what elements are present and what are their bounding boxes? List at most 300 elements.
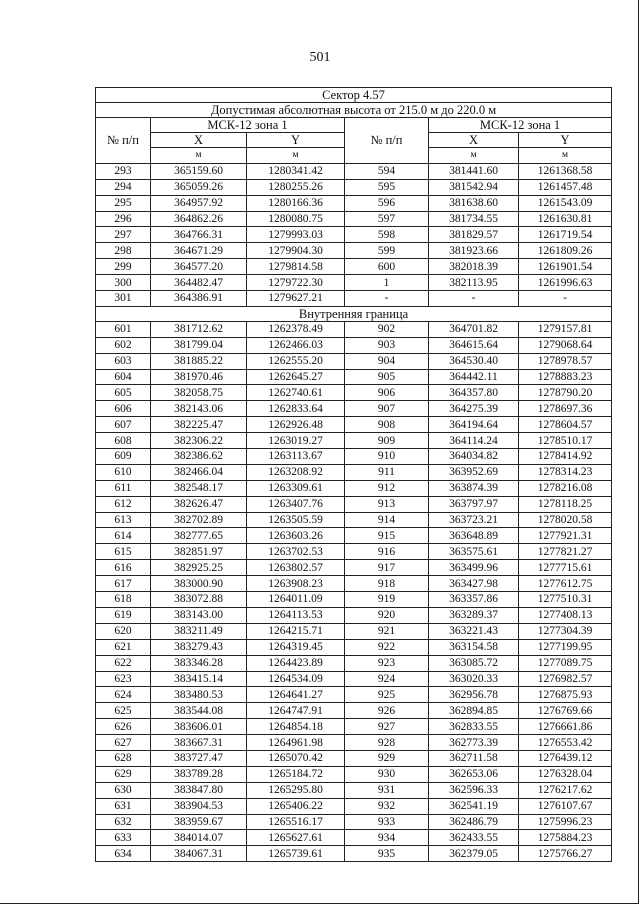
table-cell: 364530.40 <box>429 353 519 369</box>
table-cell: 1262926.48 <box>247 417 345 433</box>
table-cell: 362596.33 <box>429 782 519 798</box>
table-cell: 1275766.27 <box>519 846 612 862</box>
table-cell: 598 <box>345 227 429 243</box>
table-cell: 930 <box>345 766 429 782</box>
table-cell: 609 <box>96 449 151 465</box>
table-cell: 926 <box>345 703 429 719</box>
table-row <box>96 321 612 337</box>
table-row <box>96 576 612 592</box>
table-cell: 600 <box>345 259 429 275</box>
table-cell: 382386.62 <box>151 449 247 465</box>
table-cell: 1278216.08 <box>519 480 612 496</box>
table-cell: 364701.82 <box>429 321 519 337</box>
table-cell: 634 <box>96 846 151 862</box>
table-cell: 1263603.26 <box>247 528 345 544</box>
table-cell: 364615.64 <box>429 337 519 353</box>
table-cell: 362541.19 <box>429 798 519 814</box>
table-cell: 363020.33 <box>429 671 519 687</box>
table-cell: 603 <box>96 353 151 369</box>
table-cell: 1264215.71 <box>247 623 345 639</box>
table-cell: 382925.25 <box>151 560 247 576</box>
table-cell: 910 <box>345 449 429 465</box>
table-cell: 601 <box>96 321 151 337</box>
table-row <box>96 275 612 291</box>
table-cell: 1279814.58 <box>247 259 345 275</box>
table-row <box>96 353 612 369</box>
section-label: Внутренняя граница <box>96 306 612 321</box>
x-header-right: X <box>429 133 519 148</box>
table-row <box>96 179 612 195</box>
table-cell: 1275996.23 <box>519 814 612 830</box>
table-cell: 1276982.57 <box>519 671 612 687</box>
table-cell: 382626.47 <box>151 496 247 512</box>
table-cell: 1276328.04 <box>519 766 612 782</box>
table-cell: 383606.01 <box>151 719 247 735</box>
table-cell: 1264113.53 <box>247 607 345 623</box>
table-row <box>96 719 612 735</box>
table-cell: 298 <box>96 243 151 259</box>
table-row <box>96 337 612 353</box>
table-cell: 929 <box>345 750 429 766</box>
table-cell: 1265184.72 <box>247 766 345 782</box>
num-header-left: № п/п <box>96 118 151 164</box>
table-cell: 607 <box>96 417 151 433</box>
table-cell: 1261996.63 <box>519 275 612 291</box>
table-cell: 364194.64 <box>429 417 519 433</box>
table-cell: 381923.66 <box>429 243 519 259</box>
table-cell: 364357.80 <box>429 385 519 401</box>
table-cell: 364034.82 <box>429 449 519 465</box>
table-cell: 362711.58 <box>429 750 519 766</box>
table-cell: 1261719.54 <box>519 227 612 243</box>
table-cell: 1261809.26 <box>519 243 612 259</box>
zone-header-right: МСК-12 зона 1 <box>429 118 612 133</box>
table-cell: 908 <box>345 417 429 433</box>
table-cell: 362773.39 <box>429 735 519 751</box>
table-row <box>96 687 612 703</box>
table-cell: 632 <box>96 814 151 830</box>
table-cell: 381638.60 <box>429 195 519 211</box>
table-cell: 923 <box>345 655 429 671</box>
table-cell: 925 <box>345 687 429 703</box>
table-cell: 610 <box>96 464 151 480</box>
table-cell: 625 <box>96 703 151 719</box>
table-cell: 294 <box>96 179 151 195</box>
table-cell: 1263407.76 <box>247 496 345 512</box>
table-cell: 363723.21 <box>429 512 519 528</box>
table-cell: 932 <box>345 798 429 814</box>
unit-y-right: м <box>519 148 612 164</box>
table-cell: 384014.07 <box>151 830 247 846</box>
table-cell: 1277715.61 <box>519 560 612 576</box>
table-cell: 383667.31 <box>151 735 247 751</box>
table-cell: 1278118.25 <box>519 496 612 512</box>
table-cell: 618 <box>96 592 151 608</box>
table-cell: 921 <box>345 623 429 639</box>
table-cell: 383480.53 <box>151 687 247 703</box>
table-cell: 362833.55 <box>429 719 519 735</box>
table-cell: 1276107.67 <box>519 798 612 814</box>
table-cell: 1263019.27 <box>247 433 345 449</box>
table-cell: 1264534.09 <box>247 671 345 687</box>
table-cell: 363427.98 <box>429 576 519 592</box>
table-cell: 383847.80 <box>151 782 247 798</box>
table-cell: 1280080.75 <box>247 211 345 227</box>
table-cell: 628 <box>96 750 151 766</box>
table-cell: 931 <box>345 782 429 798</box>
table-row <box>96 385 612 401</box>
table-cell: 1262740.61 <box>247 385 345 401</box>
table-cell: 381542.94 <box>429 179 519 195</box>
table-cell: 1277612.75 <box>519 576 612 592</box>
table-row <box>96 592 612 608</box>
table-row <box>96 259 612 275</box>
table-cell: 927 <box>345 719 429 735</box>
table-cell: 364766.31 <box>151 227 247 243</box>
table-row <box>96 766 612 782</box>
table-cell: 382851.97 <box>151 544 247 560</box>
table-cell: 630 <box>96 782 151 798</box>
table-cell: 1276439.12 <box>519 750 612 766</box>
table-cell: 935 <box>345 846 429 862</box>
table-cell: 623 <box>96 671 151 687</box>
table-cell: 1264854.18 <box>247 719 345 735</box>
table-row <box>96 369 612 385</box>
table-row <box>96 227 612 243</box>
unit-x-right: м <box>429 148 519 164</box>
table-cell: - <box>429 291 519 307</box>
table-cell: 362379.05 <box>429 846 519 862</box>
table-cell: 919 <box>345 592 429 608</box>
table-cell: 911 <box>345 464 429 480</box>
table-cell: 296 <box>96 211 151 227</box>
table-cell: 1263113.67 <box>247 449 345 465</box>
table-cell: 363154.58 <box>429 639 519 655</box>
table-cell: 364862.26 <box>151 211 247 227</box>
table-cell: 382225.47 <box>151 417 247 433</box>
table-cell: 1264319.45 <box>247 639 345 655</box>
table-cell: 596 <box>345 195 429 211</box>
table-row <box>96 846 612 862</box>
y-header-right: Y <box>519 133 612 148</box>
table-row <box>96 544 612 560</box>
table-cell: 299 <box>96 259 151 275</box>
table-cell: 1 <box>345 275 429 291</box>
table-cell: 364671.29 <box>151 243 247 259</box>
table-cell: 382018.39 <box>429 259 519 275</box>
table-cell: 381799.04 <box>151 337 247 353</box>
table-cell: 1262466.03 <box>247 337 345 353</box>
table-cell: 1276661.86 <box>519 719 612 735</box>
table-row <box>96 814 612 830</box>
table-cell: 613 <box>96 512 151 528</box>
table-cell: 916 <box>345 544 429 560</box>
table-cell: 1278314.23 <box>519 464 612 480</box>
table-cell: 364114.24 <box>429 433 519 449</box>
table-cell: 297 <box>96 227 151 243</box>
table-row <box>96 417 612 433</box>
table-cell: 382777.65 <box>151 528 247 544</box>
table-cell: 384067.31 <box>151 846 247 862</box>
table-cell: 1262378.49 <box>247 321 345 337</box>
table-cell: 1263309.61 <box>247 480 345 496</box>
table-cell: 383415.14 <box>151 671 247 687</box>
y-header-left: Y <box>247 133 345 148</box>
table-cell: 1261543.09 <box>519 195 612 211</box>
table-cell: 382058.75 <box>151 385 247 401</box>
table-cell: 1276769.66 <box>519 703 612 719</box>
table-cell: 1261457.48 <box>519 179 612 195</box>
table-cell: 1265070.42 <box>247 750 345 766</box>
table-cell: 1263702.53 <box>247 544 345 560</box>
table-cell: 626 <box>96 719 151 735</box>
table-row <box>96 528 612 544</box>
table-cell: 1276875.93 <box>519 687 612 703</box>
table-cell: 594 <box>345 163 429 179</box>
table-cell: 383211.49 <box>151 623 247 639</box>
table-cell: 1265516.17 <box>247 814 345 830</box>
table-cell: 383789.28 <box>151 766 247 782</box>
table-cell: 1277821.27 <box>519 544 612 560</box>
table-row <box>96 623 612 639</box>
table-row <box>96 607 612 623</box>
table-cell: 920 <box>345 607 429 623</box>
table-row <box>96 655 612 671</box>
table-cell: 295 <box>96 195 151 211</box>
table-row <box>96 798 612 814</box>
table-cell: 617 <box>96 576 151 592</box>
x-header-left: X <box>151 133 247 148</box>
table-cell: 363499.96 <box>429 560 519 576</box>
table-cell: 363952.69 <box>429 464 519 480</box>
table-cell: 363874.39 <box>429 480 519 496</box>
table-cell: 363085.72 <box>429 655 519 671</box>
table-row <box>96 291 612 307</box>
table-cell: 301 <box>96 291 151 307</box>
table-cell: 363357.86 <box>429 592 519 608</box>
table-row <box>96 639 612 655</box>
table-cell: 604 <box>96 369 151 385</box>
table-cell: 383727.47 <box>151 750 247 766</box>
table-cell: 633 <box>96 830 151 846</box>
table-cell: 362433.55 <box>429 830 519 846</box>
table-row <box>96 433 612 449</box>
table-cell: 365059.26 <box>151 179 247 195</box>
table-cell: 904 <box>345 353 429 369</box>
table-row <box>96 480 612 496</box>
table-cell: 917 <box>345 560 429 576</box>
table-cell: 364482.47 <box>151 275 247 291</box>
table-cell: 1263802.57 <box>247 560 345 576</box>
table-cell: 1278020.58 <box>519 512 612 528</box>
table-cell: 1263908.23 <box>247 576 345 592</box>
table-cell: 382113.95 <box>429 275 519 291</box>
table-cell: 1264423.89 <box>247 655 345 671</box>
table-cell: 906 <box>345 385 429 401</box>
table-cell: 382466.04 <box>151 464 247 480</box>
table-cell: 1275884.23 <box>519 830 612 846</box>
table-cell: 382548.17 <box>151 480 247 496</box>
table-cell: 300 <box>96 275 151 291</box>
table-cell: 1277921.31 <box>519 528 612 544</box>
table-cell: 608 <box>96 433 151 449</box>
table-row <box>96 401 612 417</box>
table-cell: 614 <box>96 528 151 544</box>
table-cell: 914 <box>345 512 429 528</box>
table-cell: 381885.22 <box>151 353 247 369</box>
table-cell: 1262833.64 <box>247 401 345 417</box>
table-cell: 1279904.30 <box>247 243 345 259</box>
table-cell: 1262645.27 <box>247 369 345 385</box>
table-cell: 364275.39 <box>429 401 519 417</box>
table-row <box>96 496 612 512</box>
table-cell: 1261368.58 <box>519 163 612 179</box>
table-cell: 597 <box>345 211 429 227</box>
table-cell: 363575.61 <box>429 544 519 560</box>
table-cell: 1278414.92 <box>519 449 612 465</box>
table-cell: 619 <box>96 607 151 623</box>
table-cell: 905 <box>345 369 429 385</box>
table-cell: 611 <box>96 480 151 496</box>
table-cell: 1278790.20 <box>519 385 612 401</box>
table-cell: 1265406.22 <box>247 798 345 814</box>
table-cell: 381734.55 <box>429 211 519 227</box>
table-cell: 1277199.95 <box>519 639 612 655</box>
table-cell: 1278510.17 <box>519 433 612 449</box>
table-cell: 1265627.61 <box>247 830 345 846</box>
table-cell: 383346.28 <box>151 655 247 671</box>
table-cell: 627 <box>96 735 151 751</box>
table-cell: 363289.37 <box>429 607 519 623</box>
table-cell: 1265295.80 <box>247 782 345 798</box>
table-cell: 293 <box>96 163 151 179</box>
table-cell: 622 <box>96 655 151 671</box>
table-cell: 383143.00 <box>151 607 247 623</box>
table-cell: 599 <box>345 243 429 259</box>
table-cell: 918 <box>345 576 429 592</box>
table-cell: 933 <box>345 814 429 830</box>
table-cell: 1262555.20 <box>247 353 345 369</box>
table-cell: 1277510.31 <box>519 592 612 608</box>
table-row <box>96 163 612 179</box>
table-cell: 621 <box>96 639 151 655</box>
table-cell: 383544.08 <box>151 703 247 719</box>
section-row <box>96 306 612 321</box>
table-cell: 1277304.39 <box>519 623 612 639</box>
table-cell: 922 <box>345 639 429 655</box>
table-cell: 912 <box>345 480 429 496</box>
table-cell: 909 <box>345 433 429 449</box>
table-cell: - <box>519 291 612 307</box>
table-cell: 1278883.23 <box>519 369 612 385</box>
table-cell: 907 <box>345 401 429 417</box>
table-cell: 364386.91 <box>151 291 247 307</box>
num-header-right: № п/п <box>345 118 429 164</box>
table-cell: 383904.53 <box>151 798 247 814</box>
table-cell: 362956.78 <box>429 687 519 703</box>
table-cell: 1280341.42 <box>247 163 345 179</box>
table-cell: 383279.43 <box>151 639 247 655</box>
table-row <box>96 560 612 576</box>
table-cell: 382306.22 <box>151 433 247 449</box>
table-cell: 383072.88 <box>151 592 247 608</box>
table-cell: 612 <box>96 496 151 512</box>
table-cell: 903 <box>345 337 429 353</box>
table-cell: 363221.43 <box>429 623 519 639</box>
table-cell: 624 <box>96 687 151 703</box>
table-cell: 1279722.30 <box>247 275 345 291</box>
page-number: 501 <box>309 50 331 65</box>
table-cell: 602 <box>96 337 151 353</box>
table-row <box>96 735 612 751</box>
table-cell: 924 <box>345 671 429 687</box>
table-cell: 383959.67 <box>151 814 247 830</box>
table-row <box>96 195 612 211</box>
table-row <box>96 830 612 846</box>
table-row <box>96 782 612 798</box>
table-row <box>96 512 612 528</box>
table-cell: 915 <box>345 528 429 544</box>
table-row <box>96 211 612 227</box>
height-range: Допустимая абсолютная высота от 215.0 м до 220.0 м <box>96 103 612 118</box>
table-cell: 1261901.54 <box>519 259 612 275</box>
table-cell: 595 <box>345 179 429 195</box>
table-cell: 381970.46 <box>151 369 247 385</box>
table-cell: 620 <box>96 623 151 639</box>
table-cell: 1280255.26 <box>247 179 345 195</box>
table-cell: 934 <box>345 830 429 846</box>
table-cell: 383000.90 <box>151 576 247 592</box>
table-cell: 1277089.75 <box>519 655 612 671</box>
table-cell: 1278604.57 <box>519 417 612 433</box>
table-cell: 381829.57 <box>429 227 519 243</box>
table-cell: 928 <box>345 735 429 751</box>
table-cell: 362894.85 <box>429 703 519 719</box>
table-cell: 382143.06 <box>151 401 247 417</box>
table-cell: 363797.97 <box>429 496 519 512</box>
table-cell: 365159.60 <box>151 163 247 179</box>
table-cell: - <box>345 291 429 307</box>
table-row <box>96 703 612 719</box>
table-cell: 364442.11 <box>429 369 519 385</box>
table-cell: 1264961.98 <box>247 735 345 751</box>
table-cell: 1264011.09 <box>247 592 345 608</box>
table-cell: 363648.89 <box>429 528 519 544</box>
table-cell: 1279157.81 <box>519 321 612 337</box>
table-cell: 382702.89 <box>151 512 247 528</box>
table-cell: 1278697.36 <box>519 401 612 417</box>
table-cell: 1276553.42 <box>519 735 612 751</box>
table-row <box>96 671 612 687</box>
table-cell: 1279068.64 <box>519 337 612 353</box>
table-cell: 616 <box>96 560 151 576</box>
table-cell: 615 <box>96 544 151 560</box>
table-cell: 1279627.21 <box>247 291 345 307</box>
table-cell: 1280166.36 <box>247 195 345 211</box>
table-cell: 364957.92 <box>151 195 247 211</box>
table-cell: 362486.79 <box>429 814 519 830</box>
table-cell: 1264747.91 <box>247 703 345 719</box>
table-cell: 631 <box>96 798 151 814</box>
table-row <box>96 464 612 480</box>
sector-title: Сектор 4.57 <box>96 88 612 103</box>
table-cell: 1279993.03 <box>247 227 345 243</box>
table-cell: 606 <box>96 401 151 417</box>
table-cell: 629 <box>96 766 151 782</box>
table-row <box>96 750 612 766</box>
table-cell: 1263208.92 <box>247 464 345 480</box>
zone-header-left: МСК-12 зона 1 <box>151 118 345 133</box>
